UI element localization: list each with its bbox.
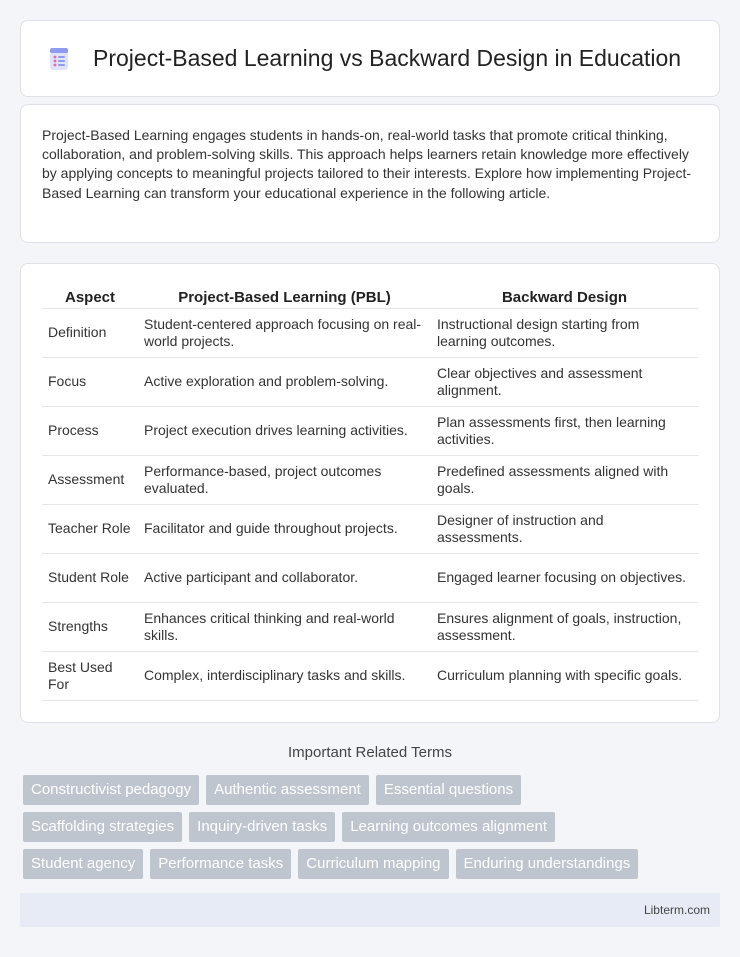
table-row — [42, 309, 698, 358]
related-terms-list — [23, 775, 723, 886]
tag-row — [23, 812, 723, 842]
header-pbl: Project-Based Learning (PBL) — [138, 285, 431, 309]
cell-backward-design: Plan assessments first, then learning activities. — [431, 407, 698, 456]
footer-brand-link[interactable]: Libterm.com — [643, 903, 710, 917]
comparison-card — [20, 263, 720, 723]
page-title: Project-Based Learning vs Backward Design in Education — [93, 45, 682, 71]
tag-link[interactable]: Authentic assessment — [206, 775, 369, 805]
cell-backward-design: Instructional design starting from learning outcomes. — [431, 309, 698, 358]
header-card — [20, 20, 720, 97]
table-row — [42, 456, 698, 505]
intro-card — [20, 104, 720, 243]
table-row — [42, 554, 698, 603]
comparison-table — [42, 285, 698, 701]
cell-aspect: Teacher Role — [42, 505, 138, 554]
cell-backward-design: Ensures alignment of goals, instruction, assessment. — [431, 603, 698, 652]
cell-aspect: Focus — [42, 358, 138, 407]
footer — [20, 893, 720, 927]
cell-aspect: Process — [42, 407, 138, 456]
header-backward-design: Backward Design — [431, 285, 698, 309]
tag-link[interactable]: Scaffolding strategies — [23, 812, 182, 842]
cell-backward-design: Engaged learner focusing on objectives. — [431, 554, 698, 603]
intro-text: Project-Based Learning engages students in hands-on, real-world tasks that promote critical thinking, collaboration, and problem-solving skills. This approach helps learners retain knowledge more effectively by applying concepts to meaningful projects tailored to their interests. Explore how implementing Project-Based Learning can transform your educational experience in the following article. — [42, 127, 691, 201]
table-header-row — [42, 285, 698, 309]
cell-aspect: Student Role — [42, 554, 138, 603]
table-row — [42, 358, 698, 407]
table-row — [42, 603, 698, 652]
cell-pbl: Performance-based, project outcomes evaluated. — [138, 456, 431, 505]
cell-pbl: Enhances critical thinking and real-world skills. — [138, 603, 431, 652]
cell-aspect: Best Used For — [42, 652, 138, 701]
cell-backward-design: Predefined assessments aligned with goals. — [431, 456, 698, 505]
cell-pbl: Active participant and collaborator. — [138, 554, 431, 603]
table-row — [42, 505, 698, 554]
tag-link[interactable]: Curriculum mapping — [298, 849, 448, 879]
cell-pbl: Facilitator and guide throughout projects. — [138, 505, 431, 554]
cell-pbl: Project execution drives learning activities. — [138, 407, 431, 456]
header-aspect: Aspect — [42, 285, 138, 309]
cell-backward-design: Designer of instruction and assessments. — [431, 505, 698, 554]
related-terms-title: Important Related Terms — [288, 744, 452, 761]
tag-link[interactable]: Inquiry-driven tasks — [189, 812, 335, 842]
cell-pbl: Student-centered approach focusing on real-world projects. — [138, 309, 431, 358]
tag-link[interactable]: Enduring understandings — [456, 849, 639, 879]
cell-backward-design: Clear objectives and assessment alignment. — [431, 358, 698, 407]
table-row — [42, 652, 698, 701]
tag-row — [23, 849, 723, 879]
document-list-icon — [45, 45, 73, 73]
cell-backward-design: Curriculum planning with specific goals. — [431, 652, 698, 701]
tag-row — [23, 775, 723, 805]
cell-aspect: Definition — [42, 309, 138, 358]
cell-aspect: Assessment — [42, 456, 138, 505]
tag-link[interactable]: Constructivist pedagogy — [23, 775, 199, 805]
tag-link[interactable]: Learning outcomes alignment — [342, 812, 555, 842]
tag-link[interactable]: Student agency — [23, 849, 143, 879]
tag-link[interactable]: Performance tasks — [150, 849, 291, 879]
tag-link[interactable]: Essential questions — [376, 775, 521, 805]
cell-pbl: Complex, interdisciplinary tasks and skills. — [138, 652, 431, 701]
cell-pbl: Active exploration and problem-solving. — [138, 358, 431, 407]
cell-aspect: Strengths — [42, 603, 138, 652]
table-row — [42, 407, 698, 456]
